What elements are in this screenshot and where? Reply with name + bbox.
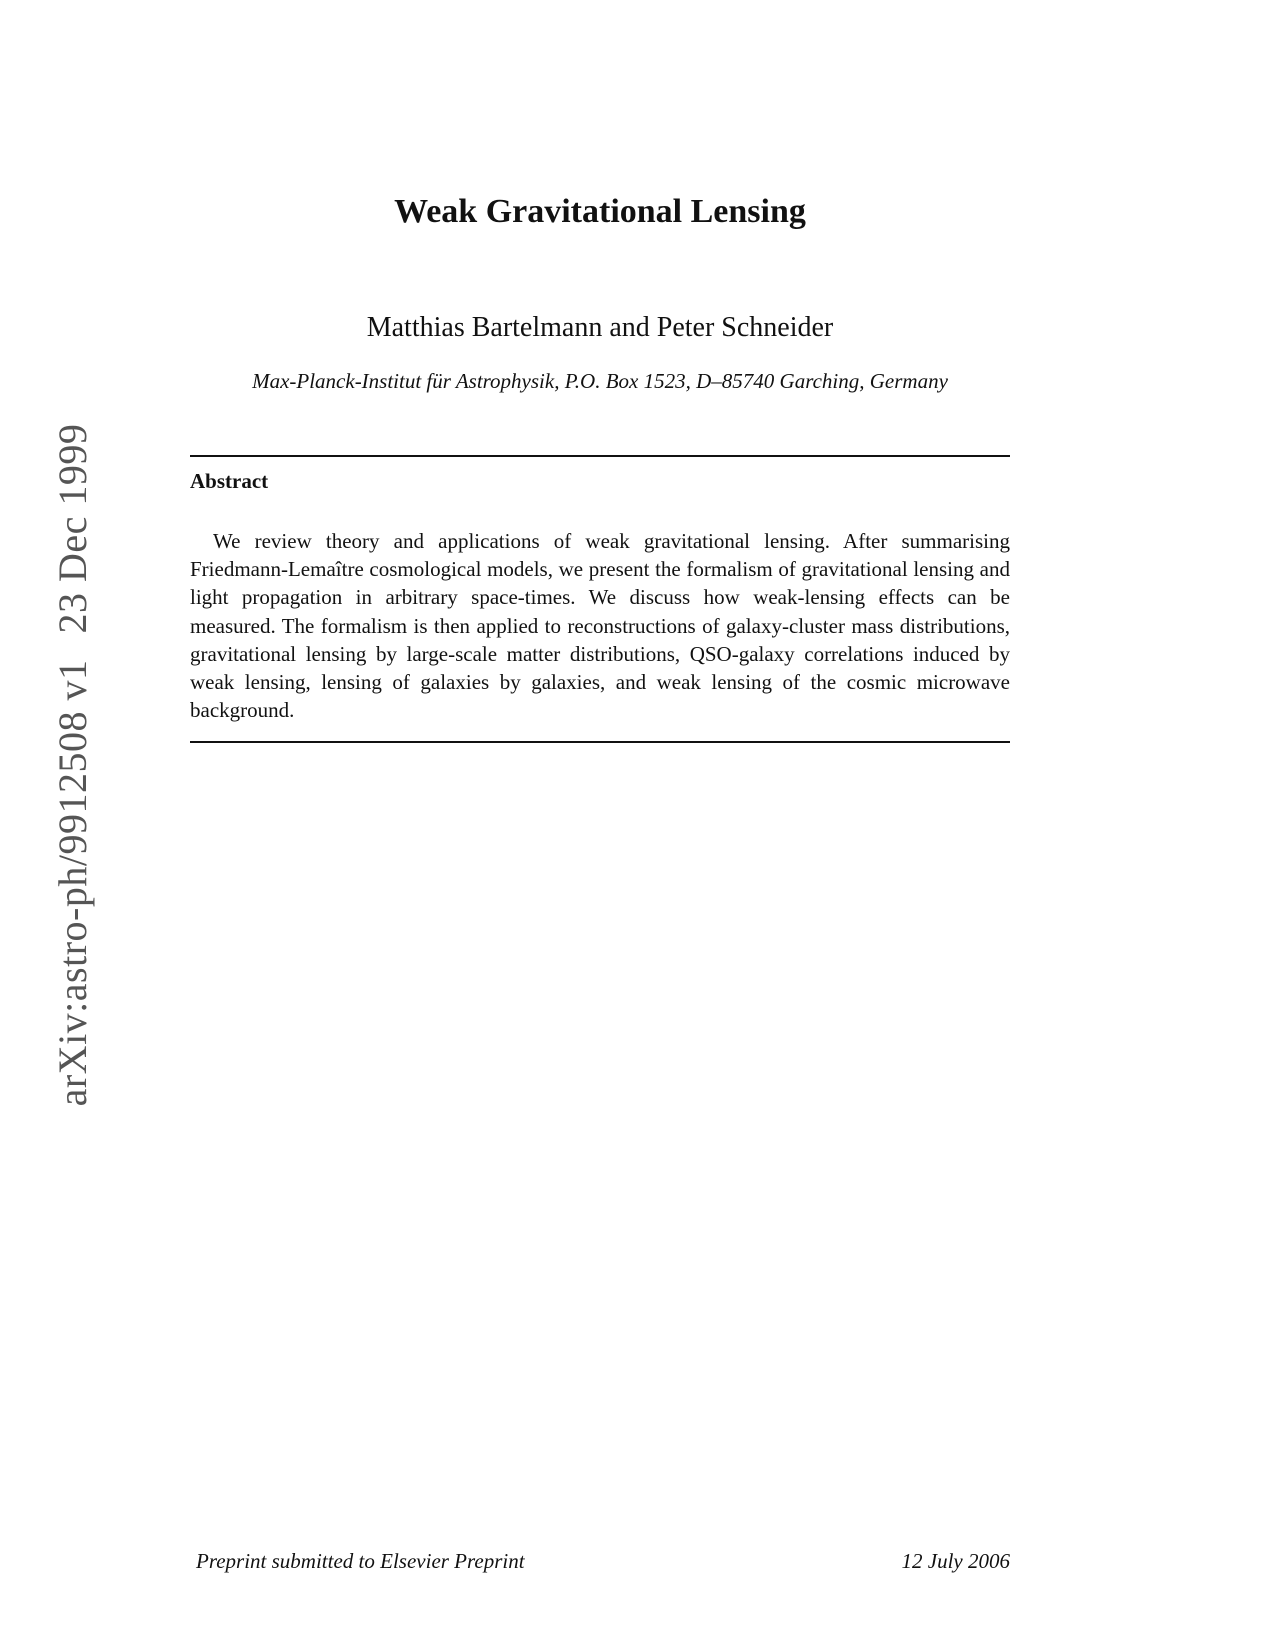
arxiv-date: 23 Dec 1999 xyxy=(50,423,95,634)
paper-title: Weak Gravitational Lensing xyxy=(394,193,806,230)
author-affiliation: Max-Planck-Institut für Astrophysik, P.O. Box 1523, D–85740 Garching, Germany xyxy=(252,369,948,393)
footer-date: 12 July 2006 xyxy=(901,1549,1010,1573)
arxiv-identifier: arXiv:astro-ph/9912508 v1 xyxy=(50,659,95,1107)
abstract-heading: Abstract xyxy=(190,469,269,493)
abstract-top-rule xyxy=(190,455,1010,457)
abstract-text: We review theory and applications of weak gravitational lensing. After summarising Friedmann-Lemaître cosmological models, we present the formalism of gravitational lensing and light propagation in arbitrary space-times. We discuss how weak-lensing effects can be measured. The formalism is then applied to reconstructions of galaxy-cluster mass distributions, gravitational lensing by large-scale matter distributions, QSO-galaxy correlations induced by weak lensing, lensing of galaxies by galaxies, and weak lensing of the cosmic microwave background. xyxy=(190,529,1010,723)
abstract-bottom-rule xyxy=(190,741,1010,743)
paper-authors: Matthias Bartelmann and Peter Schneider xyxy=(366,312,834,343)
arxiv-stamp xyxy=(51,424,95,1107)
footer-preprint-note: Preprint submitted to Elsevier Preprint xyxy=(196,1549,525,1573)
